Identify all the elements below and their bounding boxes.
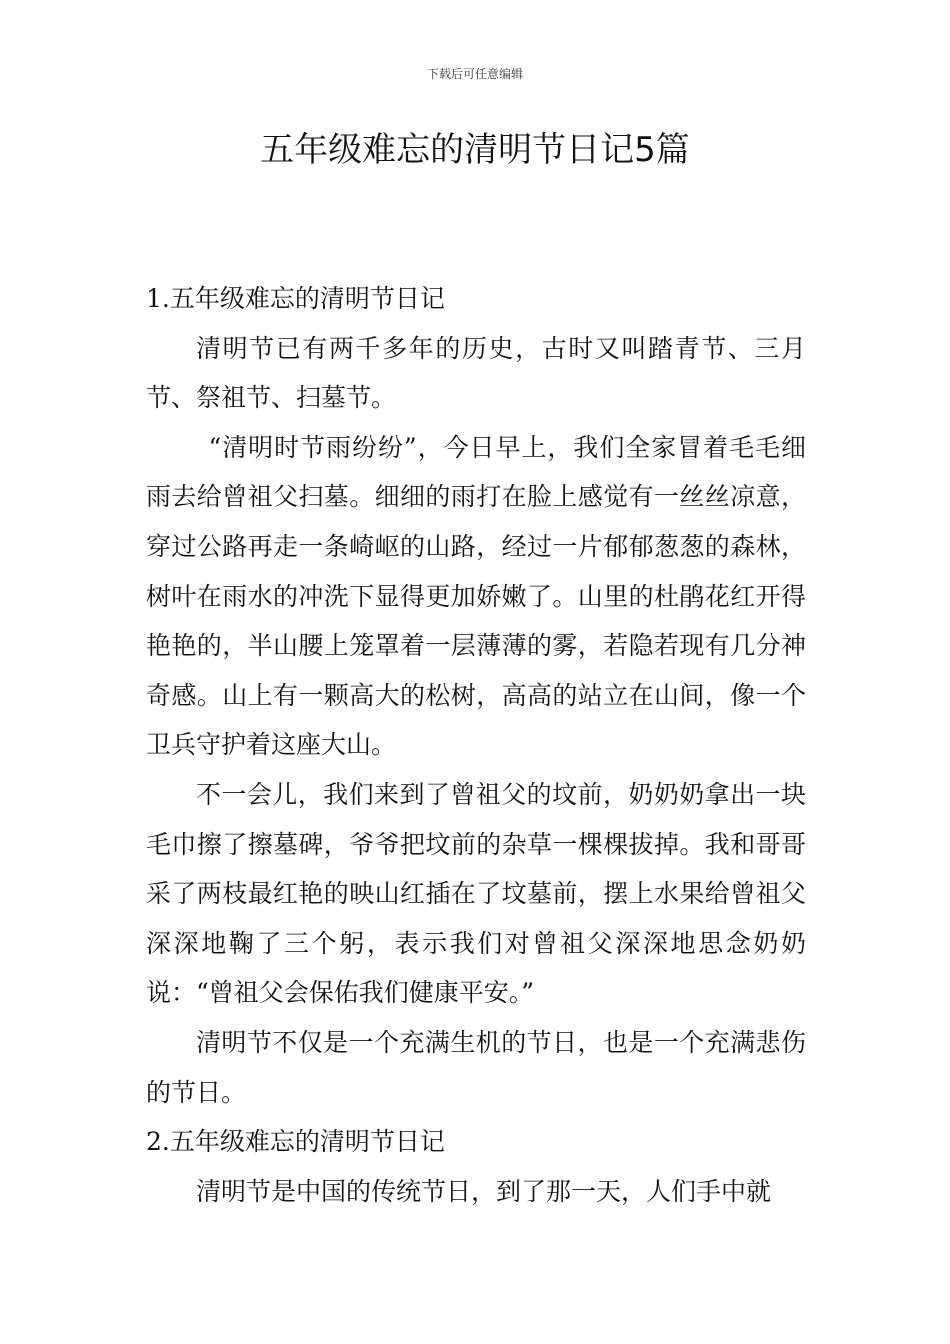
paragraph: 清明节是中国的传统节日，到了那一天，人们手中就 — [196, 1176, 772, 1206]
paragraph: “清明时节雨纷纷”，今日早上，我们全家冒着毛毛细雨去给曾祖父扫墓。细细的雨打在脸上感觉有一丝丝凉意，穿过公路再走一条崎岖的山路，经过一片郁郁葱葱的森林，树叶在雨水的冲洗下显得更加娇嫩了。山里的杜鹃花红开得艳艳的，半山腰上笼罩着一层薄薄的雾，若隐若现有几分神奇感。山上有一颗高大的松树，高高的站立在山间，像一个卫兵守护着这座大山。 — [146, 432, 806, 760]
page-header-note: 下载后可任意编辑 — [426, 67, 523, 81]
section-heading: 2.五年级难忘的清明节日记 — [146, 1127, 445, 1157]
paragraph: 清明节不仅是一个充满生机的节日，也是一个充满悲伤的节日。 — [146, 1027, 806, 1107]
document-body — [146, 274, 806, 1216]
section-heading: 1.五年级难忘的清明节日记 — [146, 284, 445, 313]
paragraph: 不一会儿，我们来到了曾祖父的坟前，奶奶奶拿出一块毛巾擦了擦墓碑，爷爷把坟前的杂草一棵棵拔掉。我和哥哥采了两枝最红艳的映山红插在了坟墓前，摆上水果给曾祖父深深地鞠了三个躬，表示我们对曾祖父深深地思念奶奶说：“曾祖父会保佑我们健康平安。” — [146, 779, 806, 1008]
document-title: 五年级难忘的清明节日记5篇 — [260, 130, 690, 170]
paragraph: 清明节已有两千多年的历史，古时又叫踏青节、三月节、祭祖节、扫墓节。 — [146, 333, 806, 413]
